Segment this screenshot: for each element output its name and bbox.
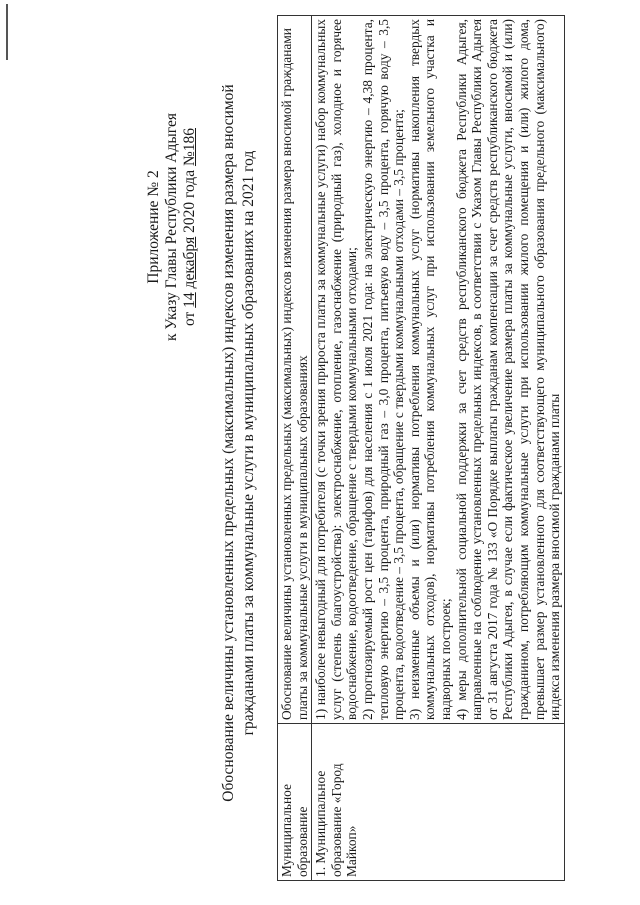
header-justification: Обоснование величины установленных предельных (максимальных) индексов изменения размера вносимой гражданами платы за коммунальные услуги в муниципальных образованиях — [278, 16, 312, 724]
appendix-decree-number: №186 — [181, 128, 198, 167]
justification-table — [277, 15, 565, 881]
appendix-date-day: 14 — [181, 292, 198, 308]
margin-line — [6, 4, 8, 60]
appendix-number: Приложение № 2 — [145, 170, 162, 284]
document-title — [219, 13, 259, 873]
document-title-line-1: Обоснование величины установленных предельных (максимальных) индексов изменения размера вносимой — [220, 84, 237, 802]
cell-municipality: 1. Муниципальное образование «Город Майкоп» — [312, 724, 565, 881]
rotated-document-page — [145, 3, 620, 893]
appendix-date-year: 2020 года — [181, 166, 198, 237]
justification-item-4: 4) меры дополнительной социальной поддержки за счет средств республиканского бюджета Республики Адыгея, направленные на соблюдение установленных предельных индексов, в соответствии с Указом Главы Республики Адыгея от 31 августа 2017 года № 133 «О Порядке выплаты гражданам компенсации за счет средств республиканского бюджета Республики Адыгея, в случае если фактическое увеличение размера платы за коммунальные услуги, вносимой и (или) гражданином, потребляющим коммунальные услуги при использовании жилого помещения и (или) жилого дома, превышает размер установленного для соответствующего муниципального образования предельного (максимального) индекса изменения размера вносимой гражданами платы — [453, 19, 563, 720]
table-row — [312, 16, 565, 881]
table-header-row — [278, 16, 312, 881]
appendix-date — [181, 17, 199, 437]
document-title-line-2: гражданами платы за коммунальные услуги в муниципальных образованиях на 2021 год — [240, 150, 257, 736]
appendix-date-month: декабря — [181, 236, 198, 289]
appendix-date-prefix: от — [181, 307, 198, 327]
cell-justification — [312, 16, 565, 724]
appendix-reference: к Указу Главы Республики Адыгея — [163, 113, 180, 341]
justification-item-3: 3) неизменные объемы и (или) нормативы потребления коммунальных услуг (нормативы накопления твердых коммунальных отходов), нормативы потребления коммунальных услуг при использовании земельного участка и надворных построек; — [406, 19, 453, 720]
appendix-header — [145, 17, 199, 437]
justification-item-1: 1) наиболее невыгодный для потребителя (с точки зрения прироста платы за коммунальные услуги) набор коммунальных услуг (степень благоустройства): электроснабжение, отопление, газоснабжение (природный газ), холодное и горячее водоснабжение, водоотведение, обращение с твердыми коммунальными отходами; — [313, 19, 360, 720]
appendix-date-space — [181, 288, 198, 292]
header-municipality: Муниципальное образование — [278, 724, 312, 881]
justification-item-2: 2) прогнозируемый рост цен (тарифов) для населения с 1 июля 2021 года: на электрическую энергию – 4,38 процента, тепловую энергию – 3,5 процента, природный газ – 3,0 процента, питьевую воду – 3,5 процента, горячую воду – 3,5 процента, водоотведение – 3,5 процента, обращение с твердыми коммунальными отходами – 3,5 процента; — [359, 19, 407, 720]
